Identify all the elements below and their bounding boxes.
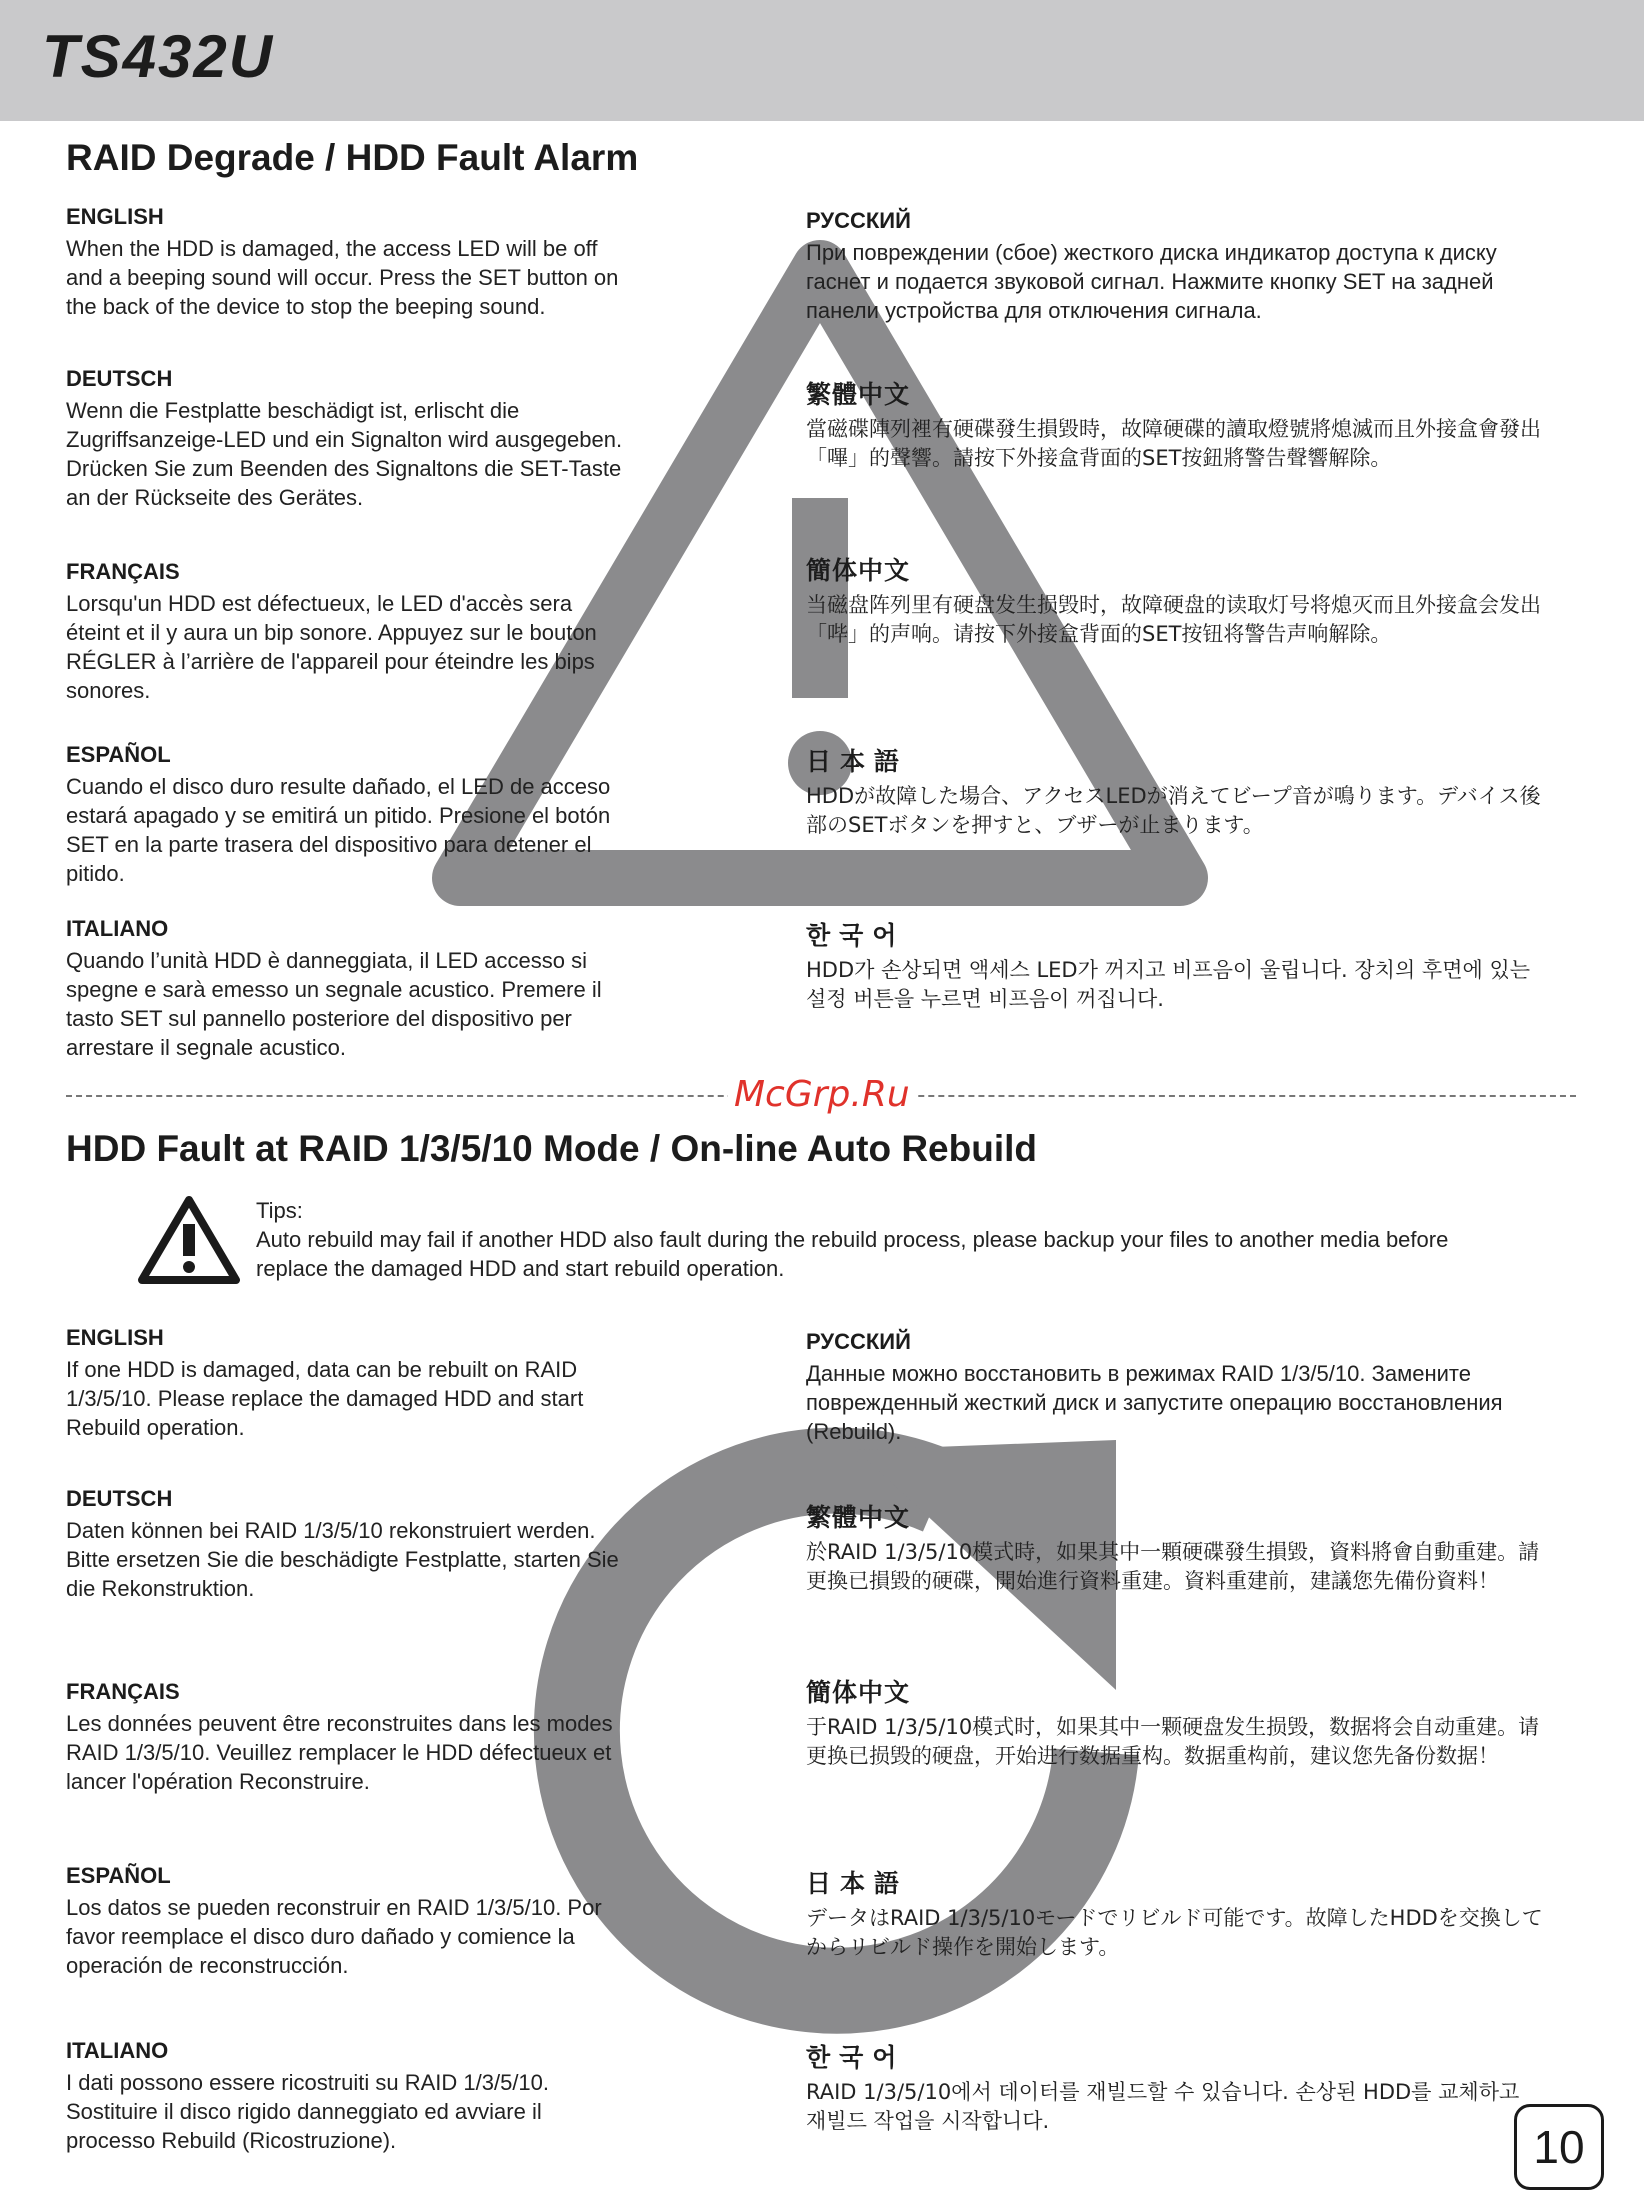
lang-label: ITALIANO: [66, 916, 169, 941]
paragraph: I dati possono essere ricostruiti su RAID 1/3/5/10. Sostituire il disco rigido danneggiato ed avviare il processo Rebuild (Ricostruzione).: [66, 2070, 550, 2153]
lang-label: 繁體中文: [806, 381, 911, 409]
paragraph: データはRAID 1/3/5/10モードでリビルド可能です。故障したHDDを交換してからリビルド操作を開始します。: [806, 1906, 1543, 1959]
s1-block-english: [66, 204, 626, 321]
paragraph: 于RAID 1/3/5/10模式时，如果其中一颗硬盘发生损毁，数据将会自动重建。请更换已损毁的硬盘，开始进行数据重构。数据重构前，建议您先备份数据！: [806, 1715, 1540, 1768]
s1-block-italiano: [66, 916, 626, 1062]
lang-label: 한 국 어: [806, 2044, 898, 2072]
paragraph: 当磁盘阵列里有硬盘发生损毁时，故障硬盘的读取灯号将熄灭而且外接盒会发出「哔」的声响。请按下外接盒背面的SET按钮将警告声响解除。: [806, 593, 1541, 646]
warning-icon: [136, 1192, 242, 1288]
s2-block-english: [66, 1325, 626, 1442]
s1-block-francais: [66, 559, 626, 705]
s1-block-trad-chinese: [806, 375, 1546, 473]
s1-block-deutsch: [66, 366, 626, 512]
lang-label: DEUTSCH: [66, 366, 173, 391]
paragraph: When the HDD is damaged, the access LED will be off and a beeping sound will occur. Press the SET button on the back of the device to stop the beeping sound.: [66, 236, 619, 319]
lang-label: ESPAÑOL: [66, 1863, 171, 1888]
lang-label: 簡体中文: [806, 557, 911, 585]
lang-label: РУССКИЙ: [806, 208, 911, 233]
lang-label: 日 本 語: [806, 1870, 900, 1898]
s2-block-japanese: [806, 1864, 1546, 1962]
paragraph: Les données peuvent être reconstruites dans les modes RAID 1/3/5/10. Veuillez remplacer le HDD défectueux et lancer l'opération Reconstruire.: [66, 1711, 613, 1794]
s1-block-japanese: [806, 742, 1546, 840]
section1-title: RAID Degrade / HDD Fault Alarm: [66, 137, 639, 178]
paragraph: Wenn die Festplatte beschädigt ist, erlischt die Zugriffsanzeige-LED und ein Signalton wird ausgegeben. Drücken Sie zum Beenden des Signaltons die SET-Taste an der Rückseite des Gerätes.: [66, 398, 623, 510]
s1-block-espanol: [66, 742, 626, 888]
paragraph: При повреждении (сбое) жесткого диска индикатор доступа к диску гаснет и подается звуковой сигнал. Нажмите кнопку SET на задней панели устройства для отключения сигнала.: [806, 240, 1497, 323]
lang-label: 簡体中文: [806, 1679, 911, 1707]
lang-label: РУССКИЙ: [806, 1329, 911, 1354]
paragraph: HDD가 손상되면 액세스 LED가 꺼지고 비프음이 울립니다. 장치의 후면에 있는 설정 버튼을 누르면 비프음이 꺼집니다.: [806, 958, 1531, 1011]
tips-label: Tips:: [256, 1198, 303, 1223]
lang-label: 한 국 어: [806, 922, 898, 950]
paragraph: Quando l’unità HDD è danneggiata, il LED accesso si spegne e sarà emesso un segnale acustico. Premere il tasto SET sul pannello posteriore del dispositivo per arrestare il segnale acustico.: [66, 948, 602, 1060]
paragraph: HDDが故障した場合、アクセスLEDが消えてビープ音が鳴ります。デバイス後部のSETボタンを押すと、ブザーが止まります。: [806, 784, 1541, 837]
paragraph: Cuando el disco duro resulte dañado, el LED de acceso estará apagado y se emitirá un pitido. Presione el botón SET en la parte trasera del dispositivo para detener el pitido.: [66, 774, 611, 886]
paragraph: RAID 1/3/5/10에서 데이터를 재빌드할 수 있습니다. 손상된 HDD를 교체하고 재빌드 작업을 시작합니다.: [806, 2080, 1520, 2133]
tips-text: Auto rebuild may fail if another HDD also fault during the rebuild process, please backup your files to another media before replace the damaged HDD and start rebuild operation.: [256, 1227, 1449, 1281]
lang-label: ITALIANO: [66, 2038, 169, 2063]
section2-title: HDD Fault at RAID 1/3/5/10 Mode / On-line Auto Rebuild: [66, 1128, 1037, 1169]
paragraph: Данные можно восстановить в режимах RAID 1/3/5/10. Замените поврежденный жесткий диск и запустите операцию восстановления (Rebuild).: [806, 1361, 1503, 1444]
paragraph: 於RAID 1/3/5/10模式時，如果其中一顆硬碟發生損毀，資料將會自動重建。請更換已損毀的硬碟，開始進行資料重建。資料重建前，建議您先備份資料！: [806, 1540, 1540, 1593]
lang-label: ENGLISH: [66, 1325, 164, 1350]
s2-block-trad-chinese: [806, 1498, 1546, 1596]
paragraph: Daten können bei RAID 1/3/5/10 rekonstruiert werden. Bitte ersetzen Sie die beschädigte Festplatte, starten Sie die Rekonstruktion.: [66, 1518, 619, 1601]
s2-block-francais: [66, 1679, 626, 1796]
lang-label: FRANÇAIS: [66, 1679, 180, 1704]
s2-block-espanol: [66, 1863, 626, 1980]
tips-box: [256, 1196, 1516, 1283]
paragraph: Lorsqu'un HDD est défectueux, le LED d'accès sera éteint et il y aura un bip sonore. Appuyez sur le bouton RÉGLER à l’arrière de l'appareil pour éteindre les bips sonores.: [66, 591, 597, 703]
s2-block-deutsch: [66, 1486, 626, 1603]
s2-block-russian: [806, 1329, 1546, 1446]
s1-block-russian: [806, 208, 1546, 325]
model-name: TS432U: [42, 23, 275, 90]
s2-block-italiano: [66, 2038, 626, 2155]
brand-watermark: McGrp.Ru: [728, 1074, 916, 1115]
s2-block-korean: [806, 2038, 1546, 2136]
lang-label: 日 本 語: [806, 748, 900, 776]
page-number: 10: [1514, 2104, 1604, 2190]
paragraph: Los datos se pueden reconstruir en RAID 1/3/5/10. Por favor reemplace el disco duro dañado y comience la operación de reconstrucción.: [66, 1895, 602, 1978]
lang-label: ESPAÑOL: [66, 742, 171, 767]
s1-block-simp-chinese: [806, 551, 1546, 649]
s2-block-simp-chinese: [806, 1673, 1546, 1771]
lang-label: DEUTSCH: [66, 1486, 173, 1511]
lang-label: 繁體中文: [806, 1504, 911, 1532]
lang-label: ENGLISH: [66, 204, 164, 229]
s1-block-korean: [806, 916, 1546, 1014]
paragraph: 當磁碟陣列裡有硬碟發生損毀時，故障硬碟的讀取燈號將熄滅而且外接盒會發出「嗶」的聲響。請按下外接盒背面的SET按鈕將警告聲響解除。: [806, 417, 1541, 470]
paragraph: If one HDD is damaged, data can be rebuilt on RAID 1/3/5/10. Please replace the damaged HDD and start Rebuild operation.: [66, 1357, 584, 1440]
lang-label: FRANÇAIS: [66, 559, 180, 584]
